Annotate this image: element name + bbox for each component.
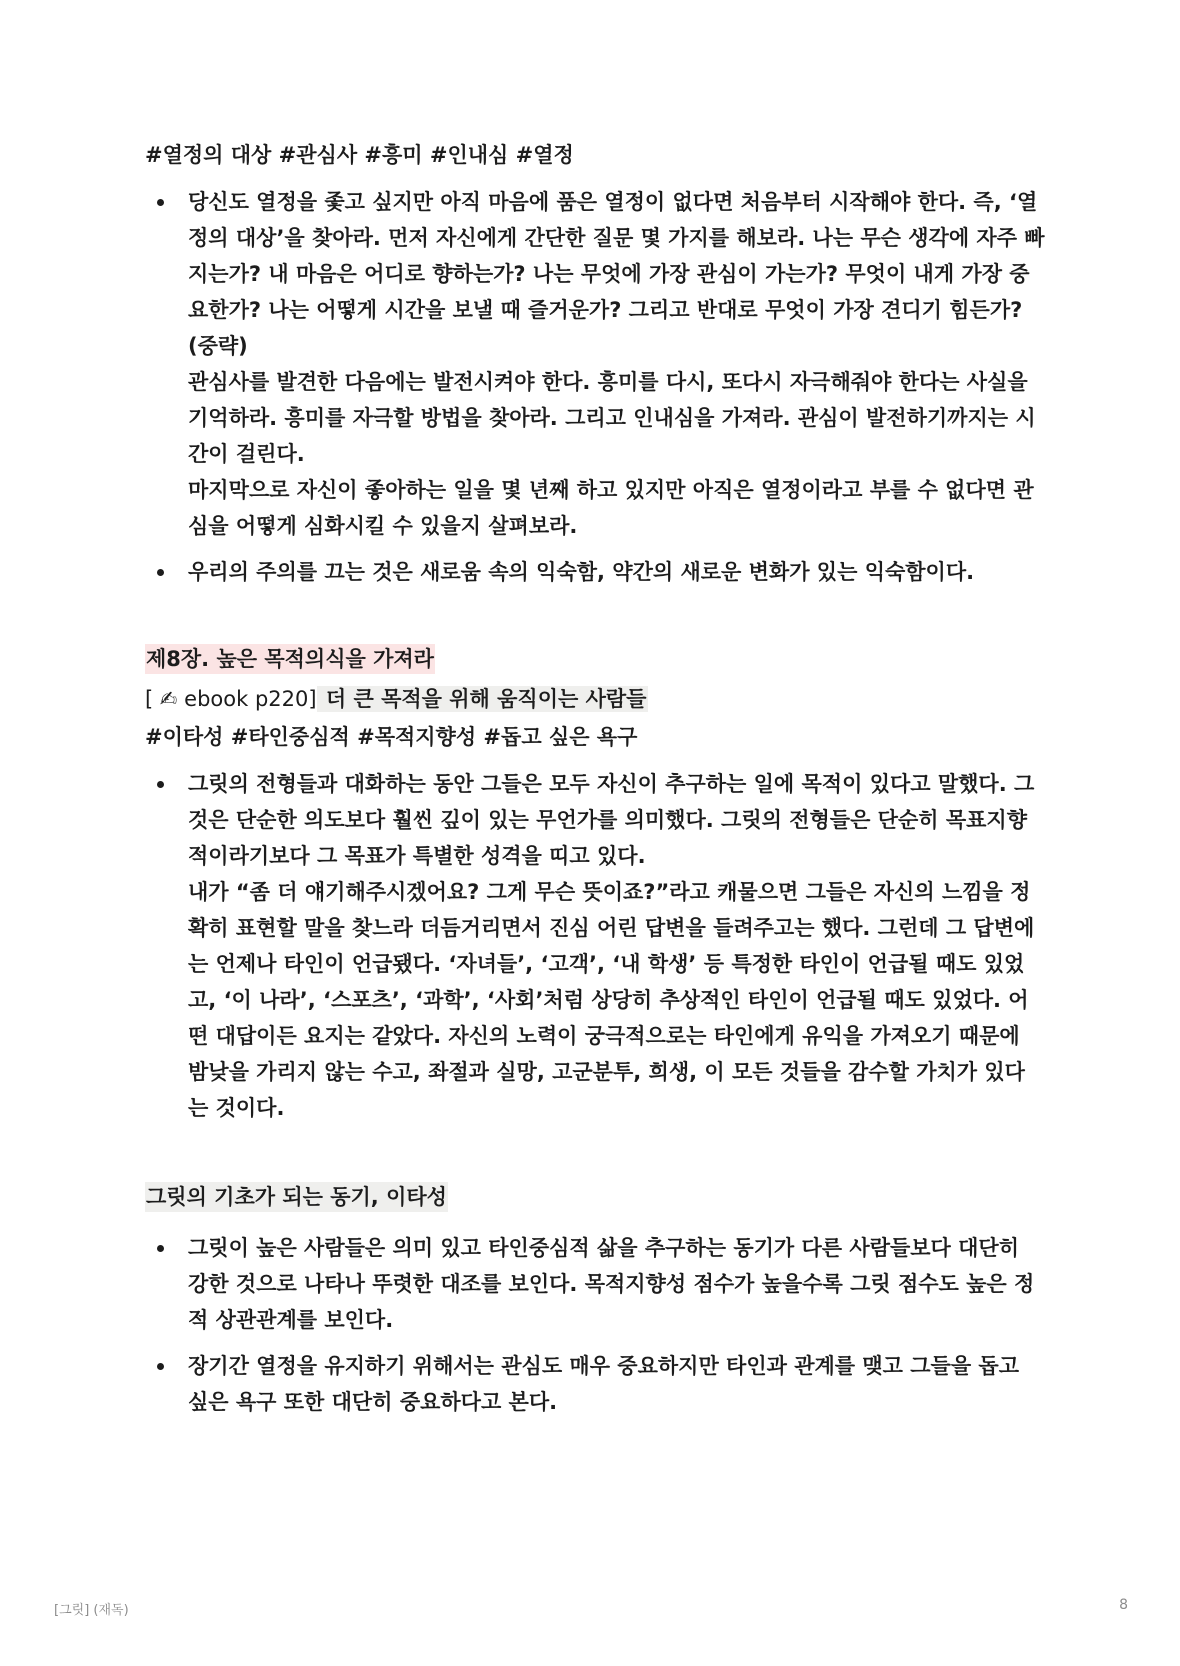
bullet-dot-icon [157, 1245, 164, 1252]
section1-tags: #열정의 대상 #관심사 #흥미 #인내심 #열정 [145, 143, 574, 167]
ebook-section-title: 더 큰 목적을 위해 움직이는 사람들 [318, 687, 647, 711]
section1-bullet-list [145, 184, 1045, 590]
paragraph: 마지막으로 자신이 좋아하는 일을 몇 년째 하고 있지만 아직은 열정이라고 부를 수 없다면 관심을 어떻게 심화시킬 수 있을지 살펴보라. [188, 478, 1034, 538]
section-heading: 그릿의 기초가 되는 동기, 이타성 [145, 1182, 448, 1212]
chapter8-bullet-list [145, 766, 1045, 1126]
bullet-dot-icon [157, 1363, 164, 1370]
list-item [145, 184, 1045, 544]
writing-hand-icon: ✍ [159, 687, 178, 711]
paragraph: 관심사를 발견한 다음에는 발전시켜야 한다. 흥미를 다시, 또다시 자극해줘야 한다는 사실을 기억하라. 흥미를 자극할 방법을 찾아라. 그리고 인내심을 가져라. 관심이 발전하기까지는 시간이 걸린다. [188, 370, 1036, 466]
paragraph: 그릿이 높은 사람들은 의미 있고 타인중심적 삶을 추구하는 동기가 다른 사람들보다 대단히 강한 것으로 나타나 뚜렷한 대조를 보인다. 목적지향성 점수가 높을수록 그릿 점수도 높은 정적 상관관계를 보인다. [188, 1236, 1035, 1332]
section3-bullet-list [145, 1230, 1045, 1420]
chapter8-tags: #이타성 #타인중심적 #목적지향성 #돕고 싶은 욕구 [145, 725, 638, 749]
paragraph: 당신도 열정을 좇고 싶지만 아직 마음에 품은 열정이 없다면 처음부터 시작해야 한다. 즉, ‘열정의 대상’을 찾아라. 먼저 자신에게 간단한 질문 몇 가지를 해보라. 나는 무슨 생각에 자주 빠지는가? 내 마음은 어디로 향하는가? 나는 무엇에 가장 관심이 가는가? 무엇이 내게 가장 중요한가? 나는 어떻게 시간을 보낼 때 즐거운가? 그리고 반대로 무엇이 가장 견디기 힘든가? (중략) [188, 190, 1045, 358]
bullet-dot-icon [157, 781, 164, 788]
ebook-page-ref: ebook p220] [177, 687, 317, 711]
chapter-heading: 제8장. 높은 목적의식을 가져라 [145, 644, 435, 674]
paragraph: 그릿의 전형들과 대화하는 동안 그들은 모두 자신이 추구하는 일에 목적이 있다고 말했다. 그것은 단순한 의도보다 훨씬 깊이 있는 무언가를 의미했다. 그릿의 전형들은 단순히 목표지향적이라기보다 그 목표가 특별한 성격을 띠고 있다. [188, 772, 1035, 868]
page-number: 8 [1119, 1597, 1128, 1613]
page-content [145, 138, 1045, 1420]
list-item [145, 1230, 1045, 1338]
ebook-reference-line [145, 682, 1045, 716]
list-item [145, 766, 1045, 1126]
paragraph: 장기간 열정을 유지하기 위해서는 관심도 매우 중요하지만 타인과 관계를 맺고 그들을 돕고 싶은 욕구 또한 대단히 중요하다고 본다. [188, 1354, 1020, 1414]
footer-document-title: [그릿] (재독) [54, 1603, 129, 1618]
ebook-bracket: [ [145, 687, 160, 711]
paragraph: 우리의 주의를 끄는 것은 새로움 속의 익숙함, 약간의 새로운 변화가 있는 익숙함이다. [188, 560, 975, 584]
bullet-dot-icon [157, 569, 164, 576]
bullet-dot-icon [157, 199, 164, 206]
list-item [145, 1348, 1045, 1420]
section3-heading-wrap [145, 1182, 1045, 1212]
chapter8-heading-wrap [145, 644, 1045, 674]
list-item [145, 554, 1045, 590]
paragraph: 내가 “좀 더 얘기해주시겠어요? 그게 무슨 뜻이죠?”라고 캐물으면 그들은 자신의 느낌을 정확히 표현할 말을 찾느라 더듬거리면서 진심 어린 답변을 들려주고는 했다. 그런데 그 답변에는 언제나 타인이 언급됐다. ‘자녀들’, ‘고객’, ‘내 학생’ 등 특정한 타인이 언급될 때도 있었고, ‘이 나라’, ‘스포츠’, ‘과학’, ‘사회’처럼 상당히 추상적인 타인이 언급될 때도 있었다. 어떤 대답이든 요지는 같았다. 자신의 노력이 궁극적으로는 타인에게 유익을 가져오기 때문에 밤낮을 가리지 않는 수고, 좌절과 실망, 고군분투, 희생, 이 모든 것들을 감수할 가치가 있다는 것이다. [188, 880, 1035, 1120]
